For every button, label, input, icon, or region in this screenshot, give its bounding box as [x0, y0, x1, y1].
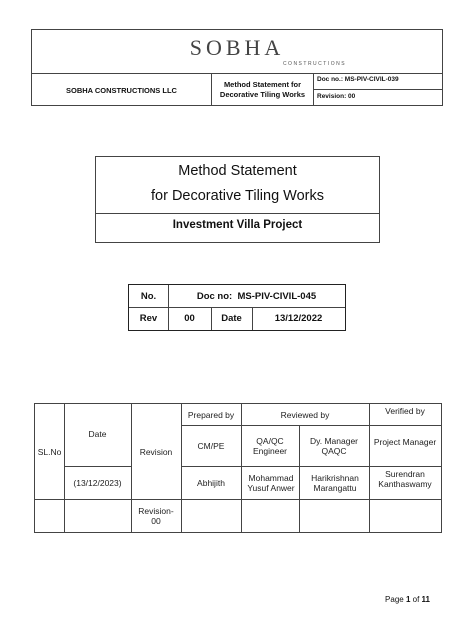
no-label: No. [140, 290, 157, 302]
qa-name: Mohammad Yusuf Anwer [247, 472, 295, 493]
header-meta [314, 74, 443, 106]
cm-pe-header: CM/PE [197, 440, 225, 451]
dy-manager-header: Dy. Manager QAQC [309, 435, 359, 456]
doc-no-value: MS-PIV-CIVIL-045 [237, 290, 317, 302]
pm-name: Surendran Kanthaswamy [378, 468, 432, 489]
header-title-line1: Method Statement for [223, 80, 302, 89]
date-header: Date [88, 429, 107, 439]
prepared-name: Abhijith [197, 477, 225, 488]
dy-name: Harikrishnan Marangattu [311, 472, 359, 493]
slno-header: SL.No [37, 446, 62, 457]
document-header [31, 29, 443, 106]
prepared-by-header: Prepared by [187, 409, 235, 420]
row2-revision: Revision-00 [138, 505, 174, 526]
brand-subtitle: CONSTRUCTIONS [282, 61, 347, 67]
table-divider [369, 404, 370, 532]
revision-header: Revision [139, 446, 173, 457]
page-number [350, 595, 430, 604]
brand-name: SOBHA [189, 35, 285, 60]
company-name: SOBHA CONSTRUCTIONS LLC [32, 74, 212, 106]
main-title-line2: for Decorative Tiling Works [151, 188, 324, 204]
header-info-row [32, 73, 442, 106]
date-label: Date [221, 313, 242, 324]
header-title-line2: Decorative Tiling Works [219, 90, 306, 99]
sobha-logo [32, 30, 442, 73]
qa-qc-header: QA/QC Engineer [252, 435, 288, 456]
title-divider [96, 213, 379, 214]
main-title-line1: Method Statement [178, 163, 297, 179]
approval-table [34, 403, 442, 533]
header-doc-no: Doc no.: MS-PIV-CIVIL-039 [317, 76, 399, 83]
row-date: (13/12/2023) [73, 477, 122, 488]
project-manager-header: Project Manager [373, 437, 437, 447]
reviewed-by-header: Reviewed by [280, 409, 330, 420]
page-total: 11 [421, 595, 430, 604]
page-prefix: Page [385, 595, 406, 604]
project-name: Investment Villa Project [172, 219, 303, 231]
doc-no-label: Doc no: [196, 290, 233, 302]
page-current: 1 [405, 595, 411, 604]
table-divider [35, 499, 441, 500]
verified-by-header: Verified by [385, 406, 425, 416]
date-value: 13/12/2022 [274, 313, 323, 324]
rev-value: 00 [184, 313, 195, 324]
page-of: of [410, 595, 422, 604]
doc-no-cell [168, 285, 345, 307]
rev-label: Rev [139, 313, 158, 324]
header-revision: Revision: 00 [317, 93, 356, 100]
doc-number-table [128, 284, 346, 331]
title-box [95, 156, 380, 243]
meta-divider [314, 89, 443, 90]
header-doc-title [212, 74, 314, 106]
table-divider [299, 425, 300, 532]
